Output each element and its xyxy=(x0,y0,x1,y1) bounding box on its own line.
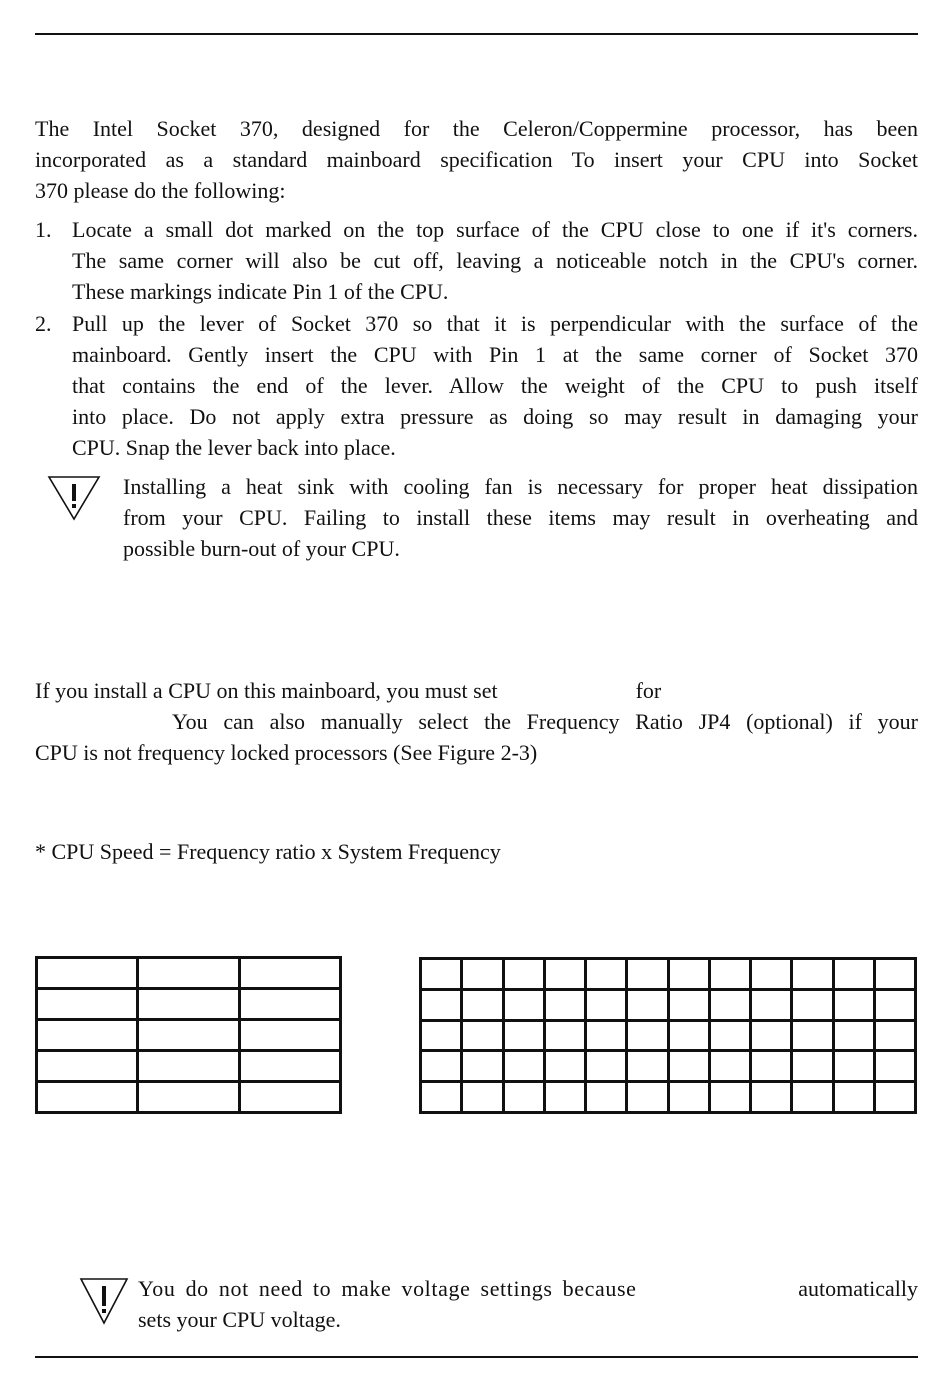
table-row xyxy=(37,989,341,1020)
frequency-table-right xyxy=(419,957,917,1114)
intro-paragraph xyxy=(35,113,918,206)
table-row xyxy=(421,959,916,990)
cpu-speed-formula: * CPU Speed = Frequency ratio x System Frequency xyxy=(35,839,501,864)
intro-line: incorporated as a standard mainboard specification To insert your CPU into Socket xyxy=(35,147,918,172)
step-line: Pull up the lever of Socket 370 so that it is perpendicular with the surface of the xyxy=(72,311,918,336)
bottom-rule xyxy=(35,1356,918,1358)
voltage-line-1b: automatically xyxy=(798,1276,918,1301)
table-row xyxy=(421,989,916,1020)
table-row xyxy=(421,1051,916,1082)
heat-sink-note xyxy=(123,471,918,564)
voltage-line-1a: You do not need to make voltage settings because xyxy=(138,1276,637,1301)
step-line: The same corner will also be cut off, leaving a noticeable notch in the CPU's corner. xyxy=(72,248,918,273)
step-number: 1. xyxy=(35,217,52,242)
table-row xyxy=(421,1082,916,1113)
intro-line: 370 please do the following: xyxy=(35,178,286,203)
step-line: These markings indicate Pin 1 of the CPU. xyxy=(72,279,449,304)
step-number: 2. xyxy=(35,311,52,336)
frequency-line-1a: If you install a CPU on this mainboard, you must set xyxy=(35,678,498,703)
table-row xyxy=(37,958,341,989)
frequency-line-3: CPU is not frequency locked processors (See Figure 2-3) xyxy=(35,740,538,765)
table-row xyxy=(421,1020,916,1051)
caution-triangle-icon xyxy=(46,474,102,522)
step-line: into place. Do not apply extra pressure as doing so may result in damaging your xyxy=(72,404,918,429)
table-row xyxy=(37,1020,341,1051)
voltage-line-2: sets your CPU voltage. xyxy=(138,1307,341,1332)
table-row xyxy=(37,1051,341,1082)
frequency-paragraph xyxy=(35,675,918,768)
step-line: mainboard. Gently insert the CPU with Pin 1 at the same corner of Socket 370 xyxy=(72,342,918,367)
note-line: from your CPU. Failing to install these items may result in overheating and xyxy=(123,505,918,530)
step-line: Locate a small dot marked on the top surface of the CPU close to one if it's corners. xyxy=(72,217,918,242)
voltage-note xyxy=(138,1273,918,1335)
frequency-table-left xyxy=(35,956,342,1114)
step-line: that contains the end of the lever. Allow the weight of the CPU to push itself xyxy=(72,373,918,398)
step-line: CPU. Snap the lever back into place. xyxy=(72,435,396,460)
note-line: Installing a heat sink with cooling fan is necessary for proper heat dissipation xyxy=(123,474,918,499)
note-line: possible burn-out of your CPU. xyxy=(123,536,400,561)
top-rule xyxy=(35,33,918,35)
table-row xyxy=(37,1082,341,1113)
frequency-line-1b: for xyxy=(635,678,662,703)
intro-line: The Intel Socket 370, designed for the Celeron/Coppermine processor, has been xyxy=(35,116,918,141)
step-1 xyxy=(35,214,918,307)
caution-triangle-icon xyxy=(78,1276,130,1326)
frequency-line-2: You can also manually select the Frequency Ratio JP4 (optional) if your xyxy=(172,709,918,734)
step-2 xyxy=(35,308,918,463)
